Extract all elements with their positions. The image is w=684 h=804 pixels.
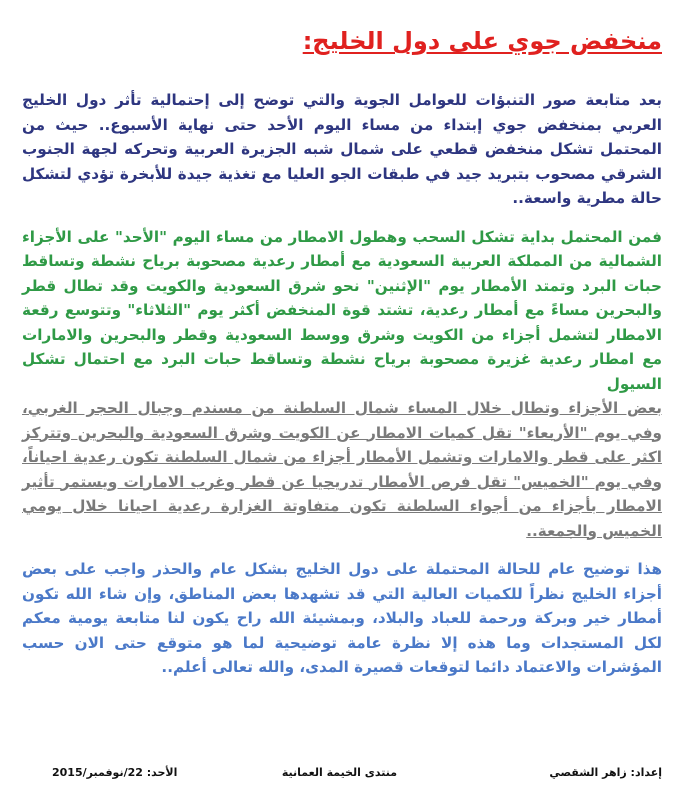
footer-forum: منتدى الخيمة العمانية <box>281 766 397 779</box>
forecast-paragraph-gray <box>22 396 662 543</box>
page-title: منخفض جوي على دول الخليج: <box>302 27 662 55</box>
conclusion-paragraph: هذا توضيح عام للحالة المحتملة على دول الخليج بشكل عام والحذر واجب على بعض أجزاء الخليج نظراً للكميات العالية التي قد تشهدها بعض المناطق، وإن شاء الله تكون أمطار خير وبركة ورحمة للعباد والبلاد، وبمشيئة الله راح يكون لنا متابعة يومية معكم لكل المستجدات وما هذه إلا نظرة عامة توضيحية لما هو متوقع حتى الان حسب المؤشرات والاعتماد دائما لتوقعات قصيرة المدى، والله تعالى أعلم.. <box>22 560 662 676</box>
intro-paragraph: بعد متابعة صور التنبؤات للعوامل الجوية والتي توضح إلى إحتمالية تأثر دول الخليج العربي بمنخفض جوي إبتداء من مساء اليوم الأحد حتى نهاية الأسبوع.. حيث من المحتمل تشكل منخفض قطعي على شمال شبه الجزيرة العربية وتحركه لجهة الجنوب الشرقي مصحوب بتبريد جيد في طبقات الجو العليا مع تغذية جيدة للأبخرة تؤدي لتشكل حالة مطرية واسعة.. <box>22 91 662 207</box>
forecast-gray-text: بعض الأجزاء وتطال خلال المساء شمال السلطنة من مسندم وجبال الحجر الغربي، وفي يوم "الأربعاء" تقل كميات الامطار عن الكويت وشرق السعودية والبحرين وتتركز اكثر على قطر والامارات وتشمل الأمطار أجزاء من شمال السلطنة تكون رعدية احياناً، وفي يوم "الخميس" تقل فرص الأمطار تدريجيا عن قطر وغرب الامارات ويستمر تأثير الامطار بأجزاء من أجواء السلطنة تكون متفاوتة الغزارة رعدية احيانا خلال يومي الخميس والجمعة.. <box>22 399 662 540</box>
footer-author: إعداد: زاهر الشقصي <box>549 766 662 779</box>
forecast-paragraph-green: فمن المحتمل بداية تشكل السحب وهطول الامطار من مساء اليوم "الأحد" على الأجزاء الشمالية من المملكة العربية السعودية مع أمطار رعدية مصحوبة برياح نشطة وتساقط حبات البرد وتمتد الأمطار يوم "الإثنين" نحو شرق السعودية والكويت وقد تطال قطر والبحرين مساءً مع أمطار رعدية، تشتد قوة المنخفض أكثر يوم "الثلاثاء" وتتوسع رقعة الامطار لتشمل أجزاء من الكويت وشرق ووسط السعودية وقطر والبحرين والامارات مع امطار رعدية غزيرة مصحوبة برياح نشطة وتساقط حبات البرد مع احتمال تشكل السيول <box>22 227 662 393</box>
page-footer <box>22 766 662 784</box>
footer-date: الأحد: 22/نوفمبر/2015 <box>52 766 178 779</box>
